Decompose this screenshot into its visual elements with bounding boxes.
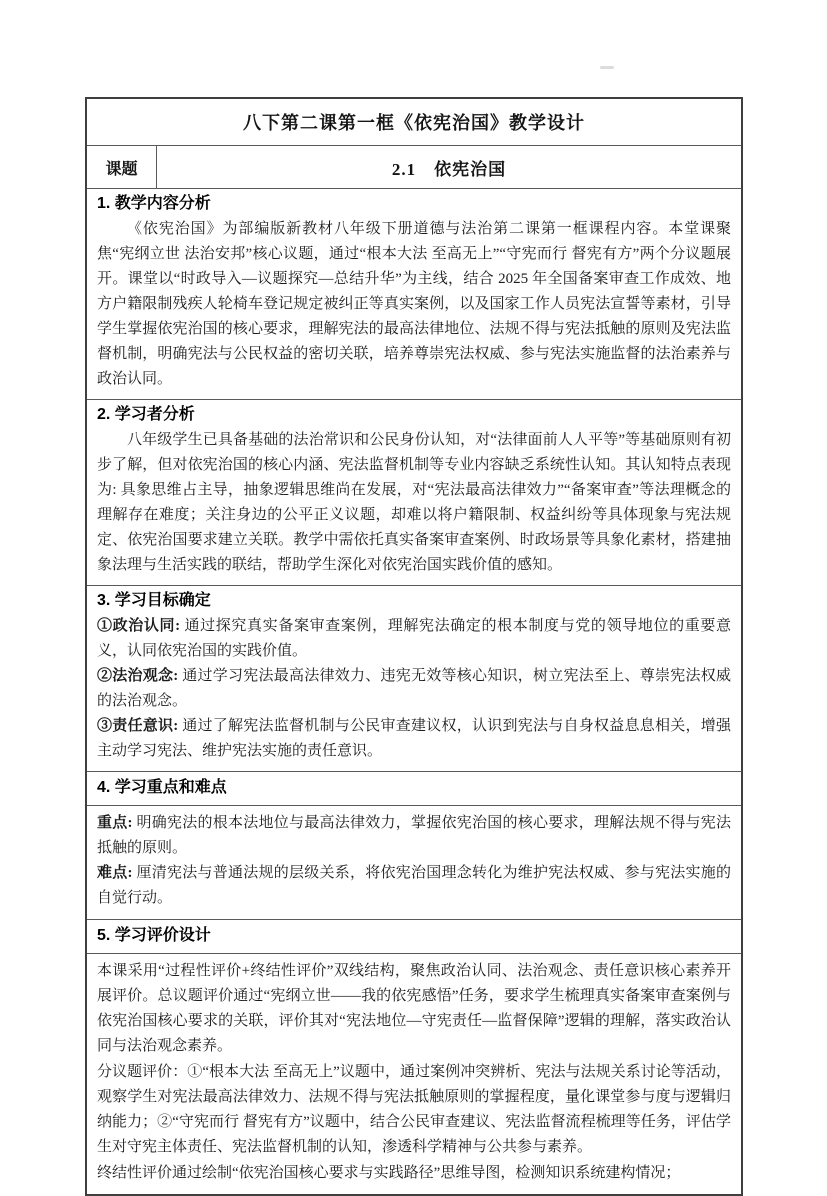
- topic-label: 课题: [105, 160, 138, 178]
- evaluation-paragraph-subtopics: 分议题评价：①“根本大法 至高无上”议题中，通过案例冲突辨析、宪法与法规关系讨论等活动，观察学生对宪法最高法律效力、法规不得与宪法抵触原则的掌握程度，量化课堂参与度与逻辑归纳能力；②“守宪而行 督宪有方”议题中，结合公民审查建议、宪法监督流程梳理等任务，评估学生对守宪主体责任、宪法监督机制的认知，渗透科学精神与公共参与素养。: [97, 1064, 731, 1155]
- goal-item-political-identity: [97, 614, 731, 664]
- evaluation-paragraph-overview: 本课采用“过程性评价+终结性评价”双线结构，聚焦政治认同、法治观念、责任意识核心素养开展评价。总议题评价通过“宪纲立世——我的依宪感悟”任务，要求学生梳理真实备案审查案例与依宪治国核心要求的关联，评价其对“宪法地位—守宪责任—监督保障”逻辑的理解，落实政治认同与法治观念素养。: [97, 963, 731, 1054]
- section4-heading: 4. 学习重点和难点: [97, 779, 227, 796]
- section-key-points-heading-row: [87, 772, 741, 806]
- goal2-label: ②法治观念:: [97, 668, 183, 684]
- difficulty-item: [97, 861, 731, 911]
- document-title: 八下第二课第一框《依宪治国》教学设计: [243, 113, 585, 133]
- section2-heading: 2. 学习者分析: [97, 406, 195, 423]
- section-evaluation-body-row: [87, 954, 741, 1194]
- section-teaching-content-analysis: [87, 189, 741, 400]
- section1-heading: 1. 教学内容分析: [97, 195, 211, 212]
- goal2-text: 通过学习宪法最高法律效力、违宪无效等核心知识，树立宪法至上、尊崇宪法权威的法治观念。: [97, 668, 731, 709]
- key-point-label: 重点:: [97, 815, 137, 831]
- goal1-text: 通过探究真实备案审查案例，理解宪法确定的根本制度与党的领导地位的重要意义，认同依宪治国的实践价值。: [97, 618, 731, 659]
- difficulty-label: 难点:: [97, 865, 137, 881]
- goal3-label: ③责任意识:: [97, 718, 183, 734]
- topic-value-cell: [157, 146, 741, 188]
- section2-paragraph: 八年级学生已具备基础的法治常识和公民身份认知，对“法律面前人人平等”等基础原则有初步了解，但对依宪治国的核心内涵、宪法监督机制等专业内容缺乏系统性认知。其认知特点表现为: 具象思维占主导，抽象逻辑思维尚在发展，对“宪法最高法律效力”“备案审查”等法理概念的理解存在难度；关注身边的公平正义议题，却难以将户籍限制、权益纠纷等具体现象与宪法规定、依宪治国要求建立关联。教学中需依托真实备案审查案例、时政场景等具象化素材，搭建抽象法理与生活实践的联结，帮助学生深化对依宪治国实践价值的感知。: [97, 432, 731, 573]
- goal-item-rule-of-law: [97, 664, 731, 714]
- lesson-plan-table: [85, 97, 743, 1196]
- page-artifact-mark: [600, 66, 614, 69]
- goal3-text: 通过了解宪法监督机制与公民审查建议权，认识到宪法与自身权益息息相关，增强主动学习宪法、维护宪法实施的责任意识。: [97, 718, 731, 759]
- key-point-text: 明确宪法的根本法地位与最高法律效力，掌握依宪治国的核心要求，理解法规不得与宪法抵触的原则。: [97, 815, 731, 856]
- document-title-row: [87, 99, 741, 146]
- goal-item-responsibility: [97, 714, 731, 764]
- section-learner-analysis: [87, 400, 741, 586]
- topic-value: 2.1 依宪治国: [391, 159, 507, 179]
- topic-row: [87, 146, 741, 189]
- section-key-points-body-row: [87, 806, 741, 920]
- topic-label-cell: [87, 146, 157, 188]
- section3-heading: 3. 学习目标确定: [97, 592, 211, 609]
- section-evaluation-heading-row: [87, 920, 741, 954]
- key-point-item: [97, 811, 731, 861]
- section1-paragraph: 《依宪治国》为部编版新教材八年级下册道德与法治第二课第一框课程内容。本堂课聚焦“宪纲立世 法治安邦”核心议题，通过“根本大法 至高无上”“守宪而行 督宪有方”两个分议题展开。课堂以“时政导入—议题探究—总结升华”为主线，结合 2025 年全国备案审查工作成效、地方户籍限制残疾人轮椅车登记规定被纠正等真实案例，以及国家工作人员宪法宣誓等素材，引导学生掌握依宪治国的核心要求，理解宪法的最高法律地位、法规不得与宪法抵触的原则及宪法监督机制，明确宪法与公民权益的密切关联，培养尊崇宪法权威、参与宪法实施监督的法治素养与政治认同。: [97, 221, 731, 387]
- goal1-label: ①政治认同:: [97, 618, 185, 634]
- section5-heading: 5. 学习评价设计: [97, 927, 211, 944]
- evaluation-paragraph-summative: 终结性评价通过绘制“依宪治国核心要求与实践路径”思维导图，检测知识系统建构情况；: [97, 1165, 681, 1181]
- section-learning-goals: [87, 586, 741, 772]
- difficulty-text: 厘清宪法与普通法规的层级关系，将依宪治国理念转化为维护宪法权威、参与宪法实施的自觉行动。: [97, 865, 731, 906]
